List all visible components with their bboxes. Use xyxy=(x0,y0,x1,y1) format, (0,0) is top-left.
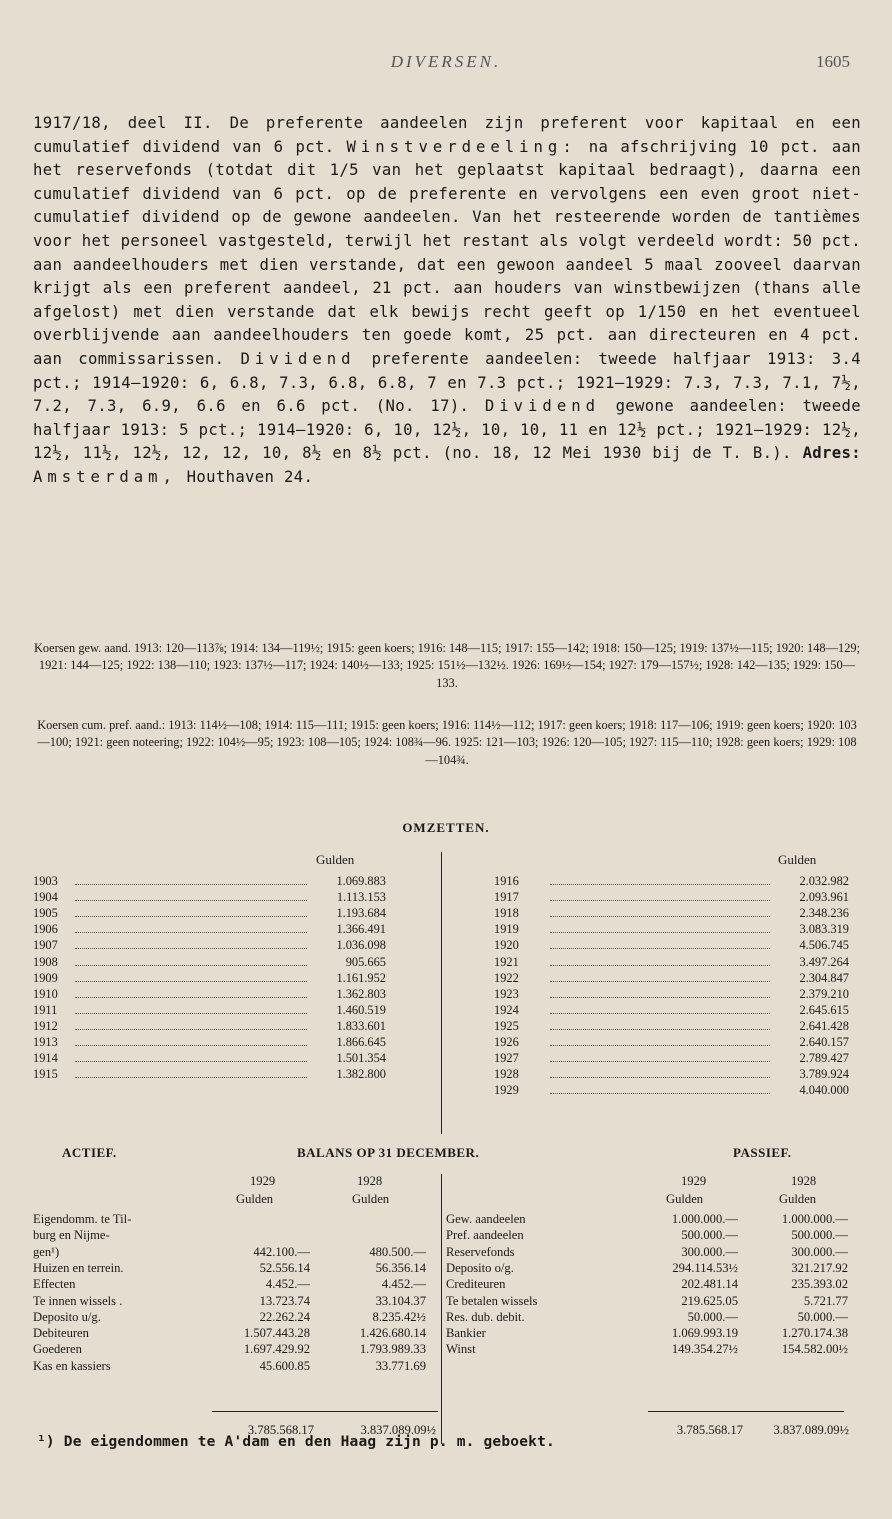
dot-leader xyxy=(550,874,770,885)
actief-total-1929: 3.785.568.17 xyxy=(247,1423,314,1437)
omzetten-value: 4.506.745 xyxy=(799,938,849,953)
section-title: DIVERSEN. xyxy=(390,52,502,71)
passief-value-1928: 1.000.000.— xyxy=(781,1212,848,1226)
passief-unit-1929: Gulden xyxy=(666,1192,704,1206)
actief-label: Eigendomm. te Til- xyxy=(33,1212,132,1226)
paragraph-segment: Winstverdeeling: xyxy=(346,137,577,156)
passief-year-1928: 1928 xyxy=(791,1174,817,1188)
dot-leader xyxy=(550,890,770,901)
omzetten-title: OMZETTEN. xyxy=(402,820,490,835)
omzetten-year: 1918 xyxy=(494,906,519,921)
paragraph-segment: preferente aandeelen: tweede halfjaar 1913: 3.4 pct.; 1914—1920: 6, 6.8, 7.3, 6.8, 6.8, 7 en 7.3 pct.; 1921—1929: 7.3, 7.3, 7.1, 7½, 7.2, 7.3, 6.9, 6.6 en 6.6 pct. (No. 17). xyxy=(33,349,861,416)
actief-value-1928: 56.356.14 xyxy=(375,1260,426,1275)
actief-total-rule xyxy=(212,1411,438,1412)
omzetten-year: 1908 xyxy=(33,954,58,969)
passief-value-1928: 50.000.— xyxy=(797,1309,848,1324)
paragraph-segment: Dividend xyxy=(484,397,600,416)
omzetten-value: 1.833.601 xyxy=(336,1018,386,1033)
dot-leader xyxy=(550,906,770,917)
omzetten-value: 1.113.153 xyxy=(336,890,386,905)
omzetten-value: 1.069.883 xyxy=(336,874,386,888)
actief-label: burg en Nijme- xyxy=(33,1228,110,1243)
actief-label: Debiteuren xyxy=(33,1326,89,1341)
passief-value-1929: 1.000.000.— xyxy=(671,1212,738,1226)
paragraph-segment: Amsterdam, xyxy=(33,467,177,486)
passief-unit-1928: Gulden xyxy=(779,1192,817,1206)
omzetten-value: 2.093.961 xyxy=(799,890,849,905)
passief-value-1928: 500.000.— xyxy=(791,1228,848,1243)
omzetten-year: 1905 xyxy=(33,906,58,921)
dot-leader xyxy=(550,1019,770,1030)
dot-leader xyxy=(550,971,770,982)
omzetten-year: 1924 xyxy=(494,1002,519,1017)
omzetten-year: 1906 xyxy=(33,922,58,937)
omzetten-year: 1928 xyxy=(494,1067,519,1082)
omzetten-year: 1912 xyxy=(33,1018,58,1033)
omzetten-year: 1920 xyxy=(494,938,519,953)
paragraph-segment: gewone aandeelen: tweede halfjaar 1913: 5 pct.; 1914—1920: 6, 10, 12½, 10, 10, 11 en 12½ pct.; 1921—1929: 12½, 12½, 11½, 12½, 12, 12, 10, 8½ en 8½ pct. (no. 18, 12 Mei 1930 bij de T. B.). xyxy=(33,397,861,463)
actief-value-1929: 45.600.85 xyxy=(259,1358,310,1373)
omzetten-year: 1921 xyxy=(494,954,519,969)
passief-row xyxy=(0,1326,892,1342)
dot-leader xyxy=(550,1035,770,1046)
running-header xyxy=(0,50,892,76)
actief-unit-1929: Gulden xyxy=(236,1192,274,1206)
omzetten-row xyxy=(0,1067,892,1083)
omzetten-row xyxy=(0,971,892,987)
omzetten-year: 1911 xyxy=(33,1002,58,1017)
dot-leader xyxy=(550,987,770,998)
actief-value-1929: 442.100.— xyxy=(253,1244,310,1259)
paragraph-segment: 1917/18, deel II. De preferente aandeelen zijn preferent voor kapitaal en een cumulatief dividend van 6 pct. xyxy=(33,114,861,156)
actief-row xyxy=(0,1359,892,1375)
actief-value-1929: 1.507.443.28 xyxy=(243,1326,310,1341)
omzetten-row xyxy=(0,874,892,890)
page-number: 1605 xyxy=(816,52,850,71)
passief-row xyxy=(0,1212,892,1228)
actief-value-1928: 33.771.69 xyxy=(375,1358,426,1373)
omzetten-year: 1909 xyxy=(33,970,58,985)
omzetten-value: 2.641.428 xyxy=(799,1018,849,1033)
omzetten-value: 2.032.982 xyxy=(799,874,849,888)
balans-title: BALANS OP 31 DECEMBER. xyxy=(297,1145,480,1160)
passief-row xyxy=(0,1228,892,1244)
omzetten-divider xyxy=(441,852,442,1134)
omzetten-value: 3.497.264 xyxy=(799,954,849,969)
omzetten-row xyxy=(0,890,892,906)
passief-row xyxy=(0,1342,892,1358)
actief-value-1928: 33.104.37 xyxy=(375,1293,426,1308)
omzetten-row xyxy=(0,1083,892,1099)
paragraph-segment: Dividend xyxy=(240,349,356,368)
omzetten-year: 1923 xyxy=(494,986,519,1001)
passief-label: PASSIEF. xyxy=(733,1145,792,1160)
dot-leader xyxy=(550,1051,770,1062)
actief-value-1928: 480.500.— xyxy=(369,1244,426,1259)
actief-value-1929: 13.723.74 xyxy=(259,1293,310,1308)
koersen-gewone-aandeelen: Koersen gew. aand. 1913: 120—113⅞; 1914: 134—119½; 1915: geen koers; 1916: 148—115; 1917: 155—142; 1918: 150—125; 1919: 137½—115; 1920: 148—129; 1921: 144—125; 1922: 138—110; 1923: 137½—117; 1924: 140½—133; 1925: 151½—132½. 1926: 169½—154; 1927: 179—157½; 1928: 142—135; 1929: 150—133. xyxy=(33,641,861,690)
passief-total-rule xyxy=(648,1411,844,1412)
omzetten-value: 2.789.427 xyxy=(799,1051,849,1066)
passief-value-1929: 294.114.53½ xyxy=(672,1260,738,1275)
omzetten-value: 2.645.615 xyxy=(799,1002,849,1017)
dot-leader xyxy=(550,1003,770,1014)
omzetten-value: 1.362.803 xyxy=(336,986,386,1001)
omzetten-year: 1913 xyxy=(33,1035,58,1049)
passief-value-1928: 235.393.02 xyxy=(791,1277,848,1292)
passief-value-1928: 5.721.77 xyxy=(803,1293,848,1308)
passief-label: Te betalen wissels xyxy=(446,1293,538,1308)
actief-total-1928: 3.837.089.09½ xyxy=(360,1423,436,1437)
omzetten-row xyxy=(0,1051,892,1067)
omzetten-year: 1919 xyxy=(494,922,519,937)
passief-row xyxy=(0,1261,892,1277)
omzetten-row xyxy=(0,922,892,938)
passief-value-1929: 300.000.— xyxy=(681,1244,738,1259)
omzetten-value: 1.460.519 xyxy=(336,1002,386,1017)
passief-label: Res. dub. debit. xyxy=(446,1309,525,1324)
omzetten-value: 1.161.952 xyxy=(336,970,386,985)
paragraph-segment: Adres: xyxy=(802,444,861,463)
omzetten-year: 1910 xyxy=(33,986,58,1001)
omzetten-value: 1.866.645 xyxy=(336,1035,386,1049)
actief-label: gen¹) xyxy=(33,1244,60,1259)
actief-year-1928: 1928 xyxy=(357,1174,383,1188)
passief-label: Deposito o/g. xyxy=(446,1260,514,1275)
omzetten-value: 1.366.491 xyxy=(336,922,386,937)
passief-value-1928: 154.582.00½ xyxy=(781,1342,848,1357)
omzetten-year: 1922 xyxy=(494,970,519,985)
passief-row xyxy=(0,1277,892,1293)
omzetten-year: 1925 xyxy=(494,1018,519,1033)
passief-row xyxy=(0,1245,892,1261)
actief-value-1929: 1.697.429.92 xyxy=(243,1342,310,1357)
footnote: ¹) De eigendommen te A'dam en den Haag zijn p. m. geboekt. xyxy=(37,1434,555,1450)
omzetten-value: 2.348.236 xyxy=(799,906,849,921)
actief-label: Kas en kassiers xyxy=(33,1358,111,1373)
omzetten-year: 1904 xyxy=(33,890,58,905)
passief-value-1928: 1.270.174.38 xyxy=(781,1326,848,1341)
omzetten-row xyxy=(0,906,892,922)
passief-value-1929: 500.000.— xyxy=(681,1228,738,1243)
omzetten-value: 3.083.319 xyxy=(799,922,849,937)
omzetten-unit-left: Gulden xyxy=(316,852,355,867)
passief-value-1929: 149.354.27½ xyxy=(671,1342,738,1357)
body-paragraph xyxy=(33,112,861,490)
actief-value-1929: 4.452.— xyxy=(265,1277,310,1292)
omzetten-value: 1.193.684 xyxy=(336,906,386,921)
passief-row xyxy=(0,1294,892,1310)
omzetten-row xyxy=(0,1035,892,1051)
actief-label: Deposito u/g. xyxy=(33,1309,101,1324)
passief-value-1928: 300.000.— xyxy=(791,1244,848,1259)
omzetten-year: 1926 xyxy=(494,1035,519,1049)
omzetten-value: 905.665 xyxy=(345,954,386,969)
omzetten-row xyxy=(0,1019,892,1035)
dot-leader xyxy=(550,1083,770,1094)
actief-value-1928: 4.452.— xyxy=(381,1277,426,1292)
passief-label: Bankier xyxy=(446,1326,486,1341)
omzetten-year: 1903 xyxy=(33,874,58,888)
actief-value-1929: 52.556.14 xyxy=(259,1260,310,1275)
omzetten-value: 1.036.098 xyxy=(336,938,386,953)
passief-label: Pref. aandeelen xyxy=(446,1228,524,1243)
omzetten-value: 2.304.847 xyxy=(799,970,849,985)
passief-total-1928: 3.837.089.09½ xyxy=(773,1423,849,1437)
actief-label: Effecten xyxy=(33,1277,76,1292)
dot-leader xyxy=(550,955,770,966)
omzetten-value: 2.640.157 xyxy=(799,1035,849,1049)
dot-leader xyxy=(550,1067,770,1078)
actief-label: Goederen xyxy=(33,1342,82,1357)
passief-label: Winst xyxy=(446,1342,476,1357)
omzetten-value: 1.382.800 xyxy=(336,1067,386,1082)
omzetten-row xyxy=(0,1003,892,1019)
passief-value-1929: 202.481.14 xyxy=(681,1277,738,1292)
passief-label: Reservefonds xyxy=(446,1244,515,1259)
passief-value-1929: 50.000.— xyxy=(687,1309,738,1324)
passief-label: Gew. aandeelen xyxy=(446,1212,526,1226)
omzetten-year: 1929 xyxy=(494,1083,519,1098)
omzetten-value: 2.379.210 xyxy=(799,986,849,1001)
omzetten-year: 1916 xyxy=(494,874,519,888)
omzetten-year: 1915 xyxy=(33,1067,58,1082)
passief-label: Crediteuren xyxy=(446,1277,506,1292)
paragraph-segment: na afschrijving 10 pct. aan het reservefonds (totdat dit 1/5 van het geplaatst kapitaal bedraagt), daarna een cumulatief dividend van 6 pct. op de preferente en vervolgens een even groot niet-cumulatief dividend op de gewone aandeelen. Van het resteerende worden de tantièmes voor het personeel vastgesteld, terwijl het restant als volgt verdeeld wordt: 50 pct. aan aandeelhouders met dien verstande, dat een gewoon aandeel 5 maal zooveel daarvan krijgt als een preferent aandeel, 21 pct. aan houders van winstbewijzen (thans alle afgelost) met dien verstande dat elk bewijs recht geeft op 1/150 en het eventueel overblijvende aan aandeelhouders ten goede komt, 25 pct. aan directeuren en 4 pct. aan commissarissen. xyxy=(33,137,861,368)
passief-value-1929: 219.625.05 xyxy=(681,1293,738,1308)
actief-value-1928: 1.426.680.14 xyxy=(359,1326,426,1341)
actief-value-1928: 1.793.989.33 xyxy=(359,1342,426,1357)
dot-leader xyxy=(550,938,770,949)
actief-label: ACTIEF. xyxy=(62,1145,117,1160)
dot-leader xyxy=(550,922,770,933)
actief-value-1928: 8.235.42½ xyxy=(372,1309,426,1324)
omzetten-row xyxy=(0,955,892,971)
passief-total-1929: 3.785.568.17 xyxy=(676,1423,743,1437)
omzetten-row xyxy=(0,987,892,1003)
actief-label: Huizen en terrein. xyxy=(33,1260,124,1275)
passief-value-1929: 1.069.993.19 xyxy=(671,1326,738,1341)
omzetten-row xyxy=(0,938,892,954)
omzetten-year: 1917 xyxy=(494,890,519,905)
actief-unit-1928: Gulden xyxy=(352,1192,390,1206)
paragraph-segment: Houthaven 24. xyxy=(176,467,314,486)
passief-year-1929: 1929 xyxy=(681,1174,707,1188)
passief-value-1928: 321.217.92 xyxy=(791,1260,848,1275)
omzetten-value: 1.501.354 xyxy=(336,1051,386,1066)
koersen-preferente-aandeelen: Koersen cum. pref. aand.: 1913: 114½—108; 1914: 115—111; 1915: geen koers; 1916: 114½—112; 1917: geen koers; 1918: 117—106; 1919: geen koers; 1920: 103—100; 1921: geen noteering; 1922: 104½—95; 1923: 108—105; 1924: 108¾—96. 1925: 121—103; 1926: 120—105; 1927: 115—110; 1928: geen koers; 1929: 108—104¾. xyxy=(37,718,857,767)
omzetten-year: 1927 xyxy=(494,1051,519,1066)
omzetten-value: 4.040.000 xyxy=(799,1083,849,1098)
actief-year-1929: 1929 xyxy=(250,1174,276,1188)
omzetten-year: 1914 xyxy=(33,1051,58,1066)
omzetten-value: 3.789.924 xyxy=(799,1067,849,1082)
omzetten-year: 1907 xyxy=(33,938,58,953)
actief-label: Te innen wissels . xyxy=(33,1293,123,1308)
omzetten-unit-right: Gulden xyxy=(778,852,817,867)
actief-value-1929: 22.262.24 xyxy=(259,1309,310,1324)
passief-row xyxy=(0,1310,892,1326)
